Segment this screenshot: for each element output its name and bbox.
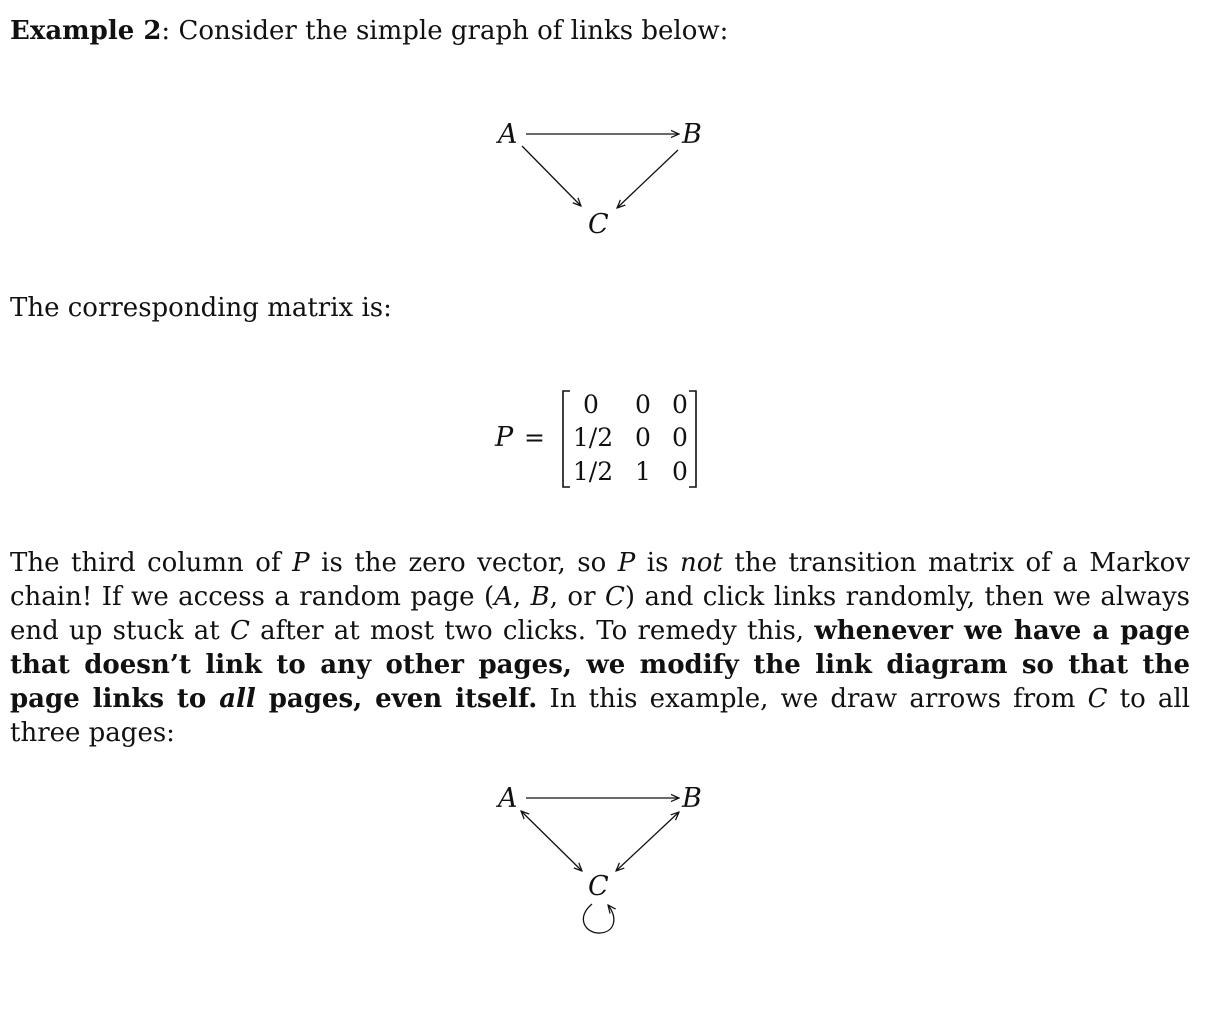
- math-b: B: [530, 582, 550, 612]
- graph2-edge-a-c: [521, 811, 582, 871]
- math-p: P: [617, 548, 636, 578]
- math-c: C: [229, 616, 250, 646]
- text-run: ) and click links randomly, then we always end up stuck at: [10, 582, 1190, 646]
- text-run: In this example, we draw arrows from: [537, 684, 1088, 714]
- matrix-cell-r2c3: 0: [672, 423, 688, 452]
- graph1-node-a: A: [498, 119, 518, 150]
- explanation-paragraph: [10, 546, 1190, 750]
- text-run: is the zero vector, so: [309, 548, 618, 578]
- matrix-cell-r2c2: 0: [635, 423, 651, 452]
- matrix-cell-r1c3: 0: [672, 390, 688, 419]
- math-c: C: [604, 582, 625, 612]
- matrix-cell-r3c1: 1/2: [572, 457, 614, 486]
- graph2-node-c: C: [588, 871, 609, 902]
- graph2-self-loop-c: [583, 904, 613, 933]
- text-run: The third column of: [10, 548, 293, 578]
- matrix-cell-r1c1: 0: [583, 390, 599, 419]
- emphasis-not: not: [680, 548, 723, 578]
- graph2-node-b: B: [682, 783, 702, 814]
- graph2-edge-b-c: [616, 812, 679, 871]
- bold-rule-text-end: pages, even itself.: [255, 684, 538, 714]
- matrix-symbol: P: [495, 422, 514, 453]
- bold-emphasis-all: all: [219, 684, 256, 714]
- graph1-edge-a-c: [522, 146, 581, 206]
- graph2-node-a: A: [498, 783, 518, 814]
- example-label: Example 2: [10, 16, 162, 46]
- text-run: after at most two clicks. To remedy this,: [249, 616, 815, 646]
- matrix-left-bracket: [563, 391, 570, 487]
- graph1-edge-b-c: [617, 150, 678, 208]
- text-run: to all three pages:: [10, 684, 1190, 748]
- matrix-cell-r2c1: 1/2: [572, 423, 614, 452]
- matrix-cell-r1c2: 0: [635, 390, 651, 419]
- math-c: C: [1087, 684, 1108, 714]
- matrix-right-bracket: [689, 391, 696, 487]
- math-a: A: [494, 582, 513, 612]
- bold-rule-text: whenever we have a page that doesn’t link to any other pages, we modify the link diagram so that the page links to: [10, 616, 1190, 714]
- graph1-node-b: B: [682, 119, 702, 150]
- example-intro: : Consider the simple graph of links below:: [161, 16, 729, 46]
- text-run: the transition matrix of a Markov chain! If we access a random page (: [10, 548, 1190, 612]
- text-run: , or: [549, 582, 605, 612]
- text-run: is: [635, 548, 680, 578]
- matrix-cell-r3c3: 0: [672, 457, 688, 486]
- graph1-node-c: C: [588, 209, 609, 240]
- matrix-intro: The corresponding matrix is:: [10, 293, 392, 323]
- text-run: ,: [512, 582, 531, 612]
- matrix-cell-r3c2: 1: [635, 457, 651, 486]
- math-p: P: [292, 548, 310, 578]
- matrix-equals: =: [524, 423, 545, 452]
